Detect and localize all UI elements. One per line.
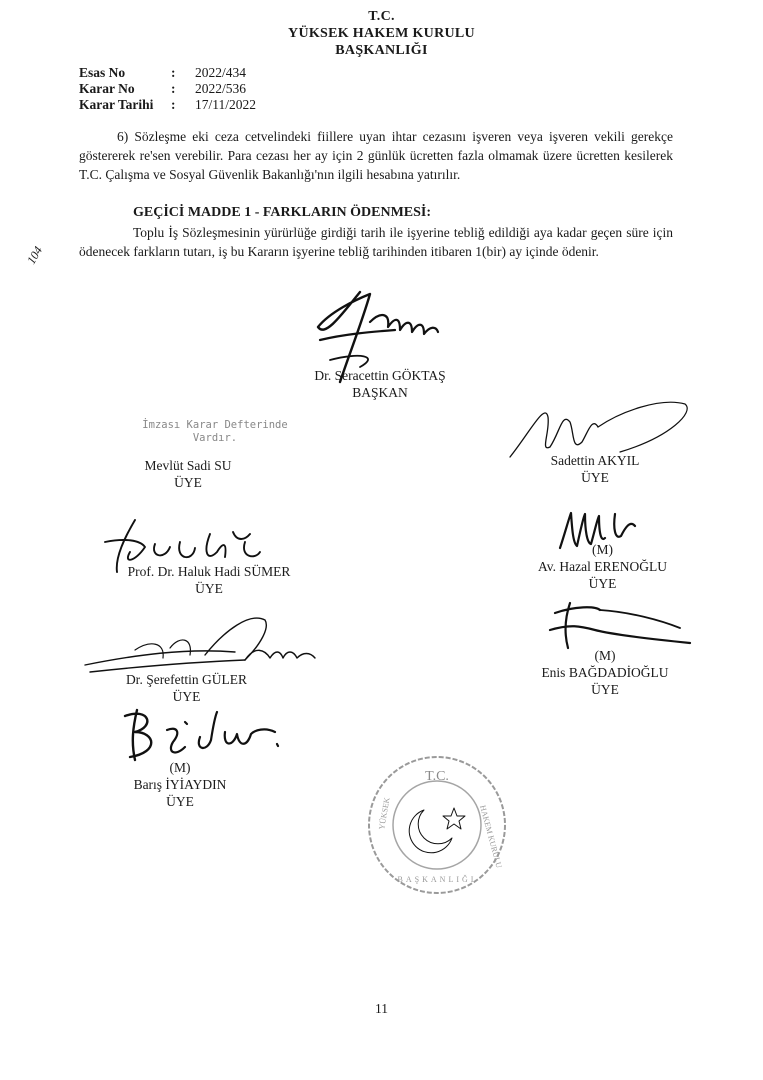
signatory-mark: (M) — [594, 648, 616, 663]
seal-ring-bottom: BAŞKANLIĞI — [397, 875, 477, 884]
signatory-role: ÜYE — [588, 576, 617, 591]
signatory-role: ÜYE — [174, 475, 202, 490]
signature-block-hazal — [520, 541, 685, 592]
header-tc: T.C. — [368, 9, 395, 24]
meta-value: 2022/434 — [195, 65, 247, 80]
meta-label: Karar No — [79, 81, 135, 96]
signatory-role: ÜYE — [166, 794, 194, 809]
official-seal — [362, 750, 512, 900]
signatory-mark: (M) — [169, 760, 191, 775]
signature-block-mevlut — [108, 457, 268, 491]
meta-esas-no — [79, 65, 246, 81]
meta-value: 17/11/2022 — [195, 97, 257, 112]
meta-sep: : — [171, 97, 176, 112]
signatory-role: ÜYE — [591, 682, 619, 697]
meta-karar-tarihi — [79, 97, 256, 113]
section-heading: GEÇİCİ MADDE 1 - FARKLARIN ÖDENMESİ: — [133, 205, 432, 220]
meta-label: Esas No — [79, 65, 126, 80]
signature-block-president — [270, 367, 490, 401]
signatory-name: Sadettin AKYIL — [550, 453, 640, 468]
signatory-name: Barış İYİAYDIN — [133, 777, 227, 792]
signatory-name: Prof. Dr. Haluk Hadi SÜMER — [127, 564, 291, 579]
signature-block-haluk — [104, 563, 314, 597]
meta-karar-no — [79, 81, 246, 97]
signatory-role: ÜYE — [581, 470, 609, 485]
paragraph-gecici-madde-1: Toplu İş Sözleşmesinin yürürlüğe girdiği tarih ile işyerine tebliğ edildiği aya kadar geçen süre için ödenecek farkların tutarı, iş bu Kararın işyerine tebliğ tarihinden itibaren 1(bir) ay içinde ödenir. — [79, 225, 673, 259]
signatory-name: Dr. Seracettin GÖKTAŞ — [314, 368, 446, 383]
signatory-name: Enis BAĞDADİOĞLU — [541, 665, 669, 680]
signatory-name: Mevlüt Sadi SU — [144, 458, 232, 473]
page-number: 11 — [375, 1001, 388, 1016]
signatory-name: Dr. Şerefettin GÜLER — [125, 672, 248, 687]
paragraph-6: 6) Sözleşme eki ceza cetvelindeki fiillere uyan ihtar cezasını işveren veya işveren vekili gerekçe göstererek re'sen verebilir. Para cezası her ay için 2 günlük ücretten fazla olmamak üzere ücretten kesilerek T.C. Çalışma ve Sosyal Güvenlik Bakanlığı'nın ilgili hesabına yatırılır. — [79, 129, 673, 182]
meta-sep: : — [171, 81, 176, 96]
signatory-role: ÜYE — [172, 689, 201, 704]
signature-block-serefettin — [104, 671, 269, 705]
margin-mark: 104 — [24, 243, 46, 267]
signature-block-baris — [100, 759, 260, 810]
signatory-role: BAŞKAN — [352, 385, 408, 400]
seal-top-text: T.C. — [425, 769, 449, 784]
seal-ring-right: HAKEM KURULU — [478, 804, 504, 869]
meta-sep: : — [171, 65, 176, 80]
signature-note-stamp: İmzası Karar Defterinde Vardır. — [142, 419, 288, 444]
meta-label: Karar Tarihi — [79, 97, 154, 112]
enis-signature — [540, 598, 700, 653]
seal-ring-left: YÜKSEK — [377, 796, 392, 831]
signatory-role: ÜYE — [195, 581, 223, 596]
signatory-mark: (M) — [592, 542, 613, 557]
meta-value: 2022/536 — [195, 81, 247, 96]
header-presidency: BAŞKANLIĞI — [335, 43, 428, 58]
signature-block-enis — [520, 647, 690, 698]
signature-block-sadettin — [510, 452, 680, 486]
baris-signature — [115, 702, 290, 767]
signatory-name: Av. Hazal ERENOĞLU — [538, 559, 667, 574]
header-institution: YÜKSEK HAKEM KURULU — [288, 26, 475, 41]
